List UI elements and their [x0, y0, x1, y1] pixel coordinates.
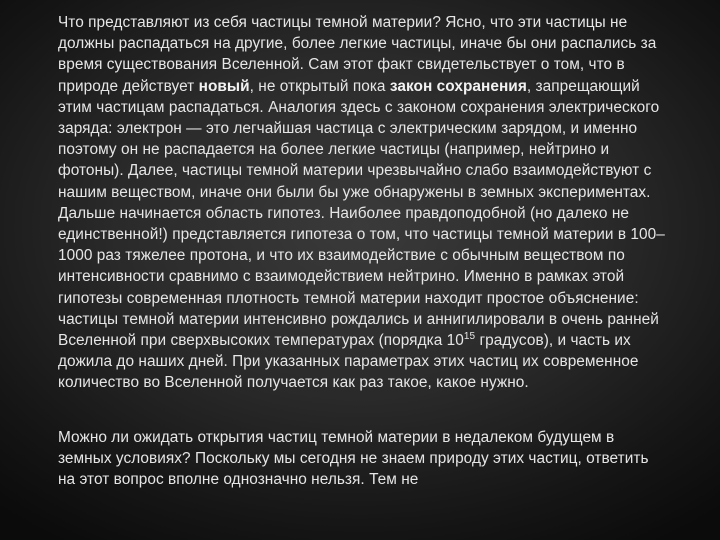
paragraph-1-text-c: , запрещающий этим частицам распадаться. Аналогия здесь с законом сохранения электрического заряда: электрон — это легчайшая частица с электрическим зарядом, и именно поэтому он не распадается на более легкие частицы (например, нейтрино и фотоны). Далее, частицы темной материи чрезвычайно слабо взаимодействуют с нашим веществом, иначе они были бы уже обнаружены в земных экспериментах. Дальше начинается область гипотез. Наиболее правдоподобной (но далеко не единственной!) представляется гипотеза о том, что частицы темной материи в 100–1000 раз тяжелее протона, и что их взаимодействие с обычным веществом по интенсивности сравнимо с взаимодействием нейтрино. Именно в рамках этой гипотезы современная плотность темной материи находит простое объяснение: частицы темной материи интенсивно рождались и аннигилировали в очень ранней Вселенной при сверхвысоких температурах (порядка 10 [58, 77, 665, 350]
temperature-exponent: 15 [463, 330, 476, 342]
paragraph-dark-matter-particles [58, 12, 670, 394]
paragraph-1-text-a: Что представляют из себя частицы темной материи? Ясно, что эти частицы не должны распадаться на другие, более легкие частицы, иначе бы они распались за время существования Вселенной. Сам этот факт свидетельствует о том, что в природе действует [58, 14, 657, 95]
slide-text-block [58, 12, 670, 490]
paragraph-detection-question: Можно ли ожидать открытия частиц темной материи в недалеком будущем в земных условиях? Поскольку мы сегодня не знаем природу этих частиц, ответить на этот вопрос вполне однозначно нельзя. Тем не [58, 428, 649, 489]
paragraph-1-text-d: градусов), и часть их дожила до наших дней. При указанных параметрах этих частиц их современное количество во Вселенной получается как раз такое, какое нужно. [58, 332, 639, 392]
paragraph-1-text-b: , не открытый пока [249, 77, 390, 95]
bold-word-new: новый [198, 77, 250, 95]
bold-phrase-conservation-law: закон сохранения [389, 77, 527, 95]
